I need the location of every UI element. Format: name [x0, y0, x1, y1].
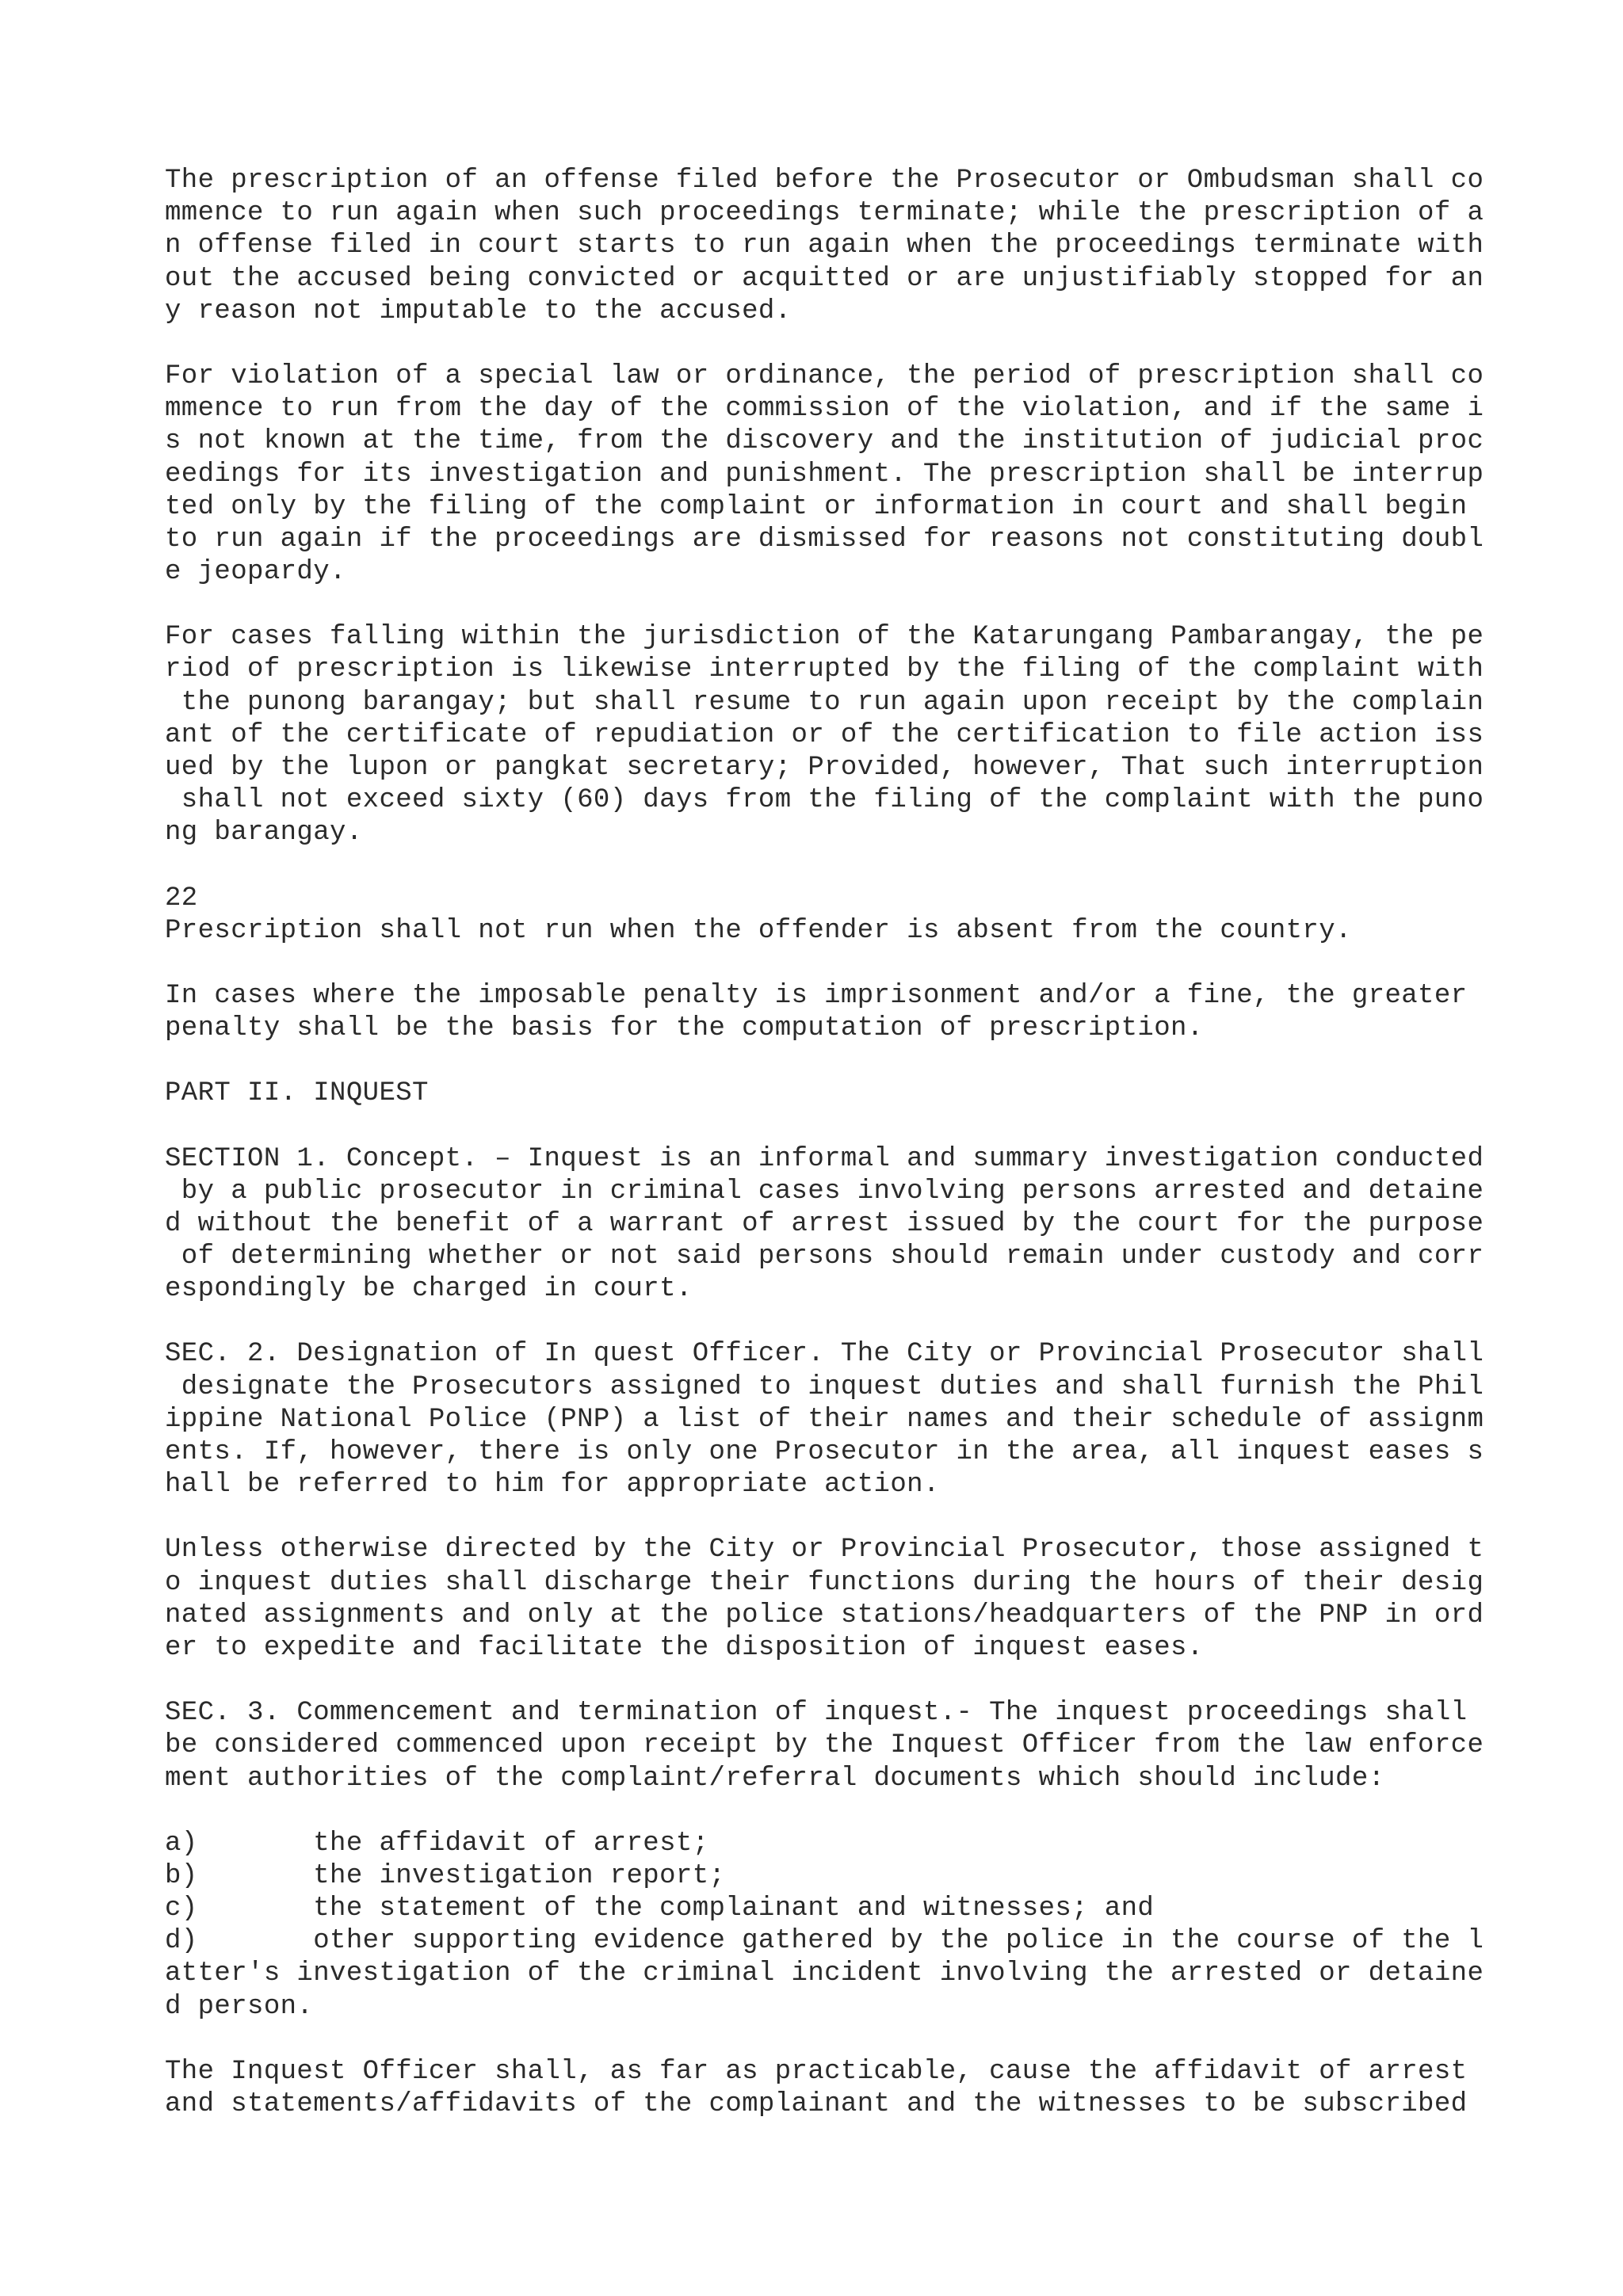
text-line: ents. If, however, there is only one Prosecutor in the area, all inquest eases s [165, 1437, 1484, 1467]
text-line: to run again if the proceedings are dismissed for reasons not constituting doubl [165, 524, 1484, 555]
text-line: The Inquest Officer shall, as far as practicable, cause the affidavit of arrest [165, 2056, 1468, 2087]
paragraph-section-1-concept [165, 1143, 1484, 1306]
list-item-continuation: atter's investigation of the criminal incident involving the arrested or detaine [165, 1958, 1484, 1989]
paragraph-prescription-ombudsman [165, 165, 1484, 328]
text-line: ant of the certificate of repudiation or of the certification to file action iss [165, 719, 1484, 750]
paragraph-imposable-penalty [165, 980, 1468, 1045]
text-line: SEC. 3. Commencement and termination of inquest.- The inquest proceedings shall [165, 1698, 1468, 1729]
text-line: ng barangay. [165, 818, 363, 849]
text-line: er to expedite and facilitate the disposition of inquest eases. [165, 1632, 1204, 1663]
text-line: d without the benefit of a warrant of arrest issued by the court for the purpose [165, 1208, 1484, 1239]
text-line: o inquest duties shall discharge their functions during the hours of their desig [165, 1567, 1484, 1598]
text-line: In cases where the imposable penalty is imprisonment and/or a fine, the greater [165, 980, 1468, 1011]
text-line: out the accused being convicted or acquitted or are unjustifiably stopped for an [165, 263, 1484, 294]
text-line: SEC. 2. Designation of In quest Officer. The City or Provincial Prosecutor shall [165, 1339, 1484, 1370]
paragraph-katarungang-pambarangay [165, 621, 1484, 849]
text-line: Unless otherwise directed by the City or Provincial Prosecutor, those assigned t [165, 1535, 1484, 1566]
paragraph-inquest-duties [165, 1534, 1484, 1665]
text-line: For cases falling within the jurisdiction of the Katarungang Pambarangay, the pe [165, 622, 1484, 653]
paragraph-special-law [165, 360, 1484, 589]
text-line: For violation of a special law or ordinance, the period of prescription shall co [165, 360, 1484, 391]
text-line: ippine National Police (PNP) a list of their names and their schedule of assignm [165, 1404, 1484, 1435]
text-line: y reason not imputable to the accused. [165, 296, 792, 326]
text-line: by a public prosecutor in criminal cases involving persons arrested and detaine [165, 1176, 1484, 1207]
text-line: penalty shall be the basis for the computation of prescription. [165, 1013, 1204, 1044]
text-line: ued by the lupon or pangkat secretary; Provided, however, That such interruption [165, 753, 1484, 783]
text-line: The prescription of an offense filed before the Prosecutor or Ombudsman shall co [165, 166, 1484, 196]
paragraph-section-2-designation [165, 1338, 1484, 1501]
text-line: espondingly be charged in court. [165, 1274, 693, 1305]
text-line: of determining whether or not said persons should remain under custody and corr [165, 1241, 1484, 1272]
text-line: e jeopardy. [165, 557, 346, 588]
text-line: s not known at the time, from the discovery and the institution of judicial proc [165, 426, 1484, 457]
text-line: mmence to run from the day of the commission of the violation, and if the same i [165, 394, 1484, 425]
text-line: ment authorities of the complaint/referral documents which should include: [165, 1763, 1385, 1794]
documents-list [165, 1828, 1484, 2023]
list-item-continuation: d person. [165, 1991, 314, 2022]
text-line: nated assignments and only at the police stations/headquarters of the PNP in ord [165, 1600, 1484, 1630]
page-number: 22 [165, 883, 198, 913]
paragraph-inquest-officer-affidavits [165, 2056, 1468, 2121]
paragraph-absent-offender [165, 883, 1465, 948]
paragraph-section-3-commencement [165, 1697, 1484, 1795]
part-heading [165, 1077, 1465, 1110]
text-line: Prescription shall not run when the offender is absent from the country. [165, 915, 1352, 946]
document-page [165, 165, 1484, 2153]
text-line: be considered commenced upon receipt by the Inquest Officer from the law enforce [165, 1730, 1484, 1761]
text-line: and statements/affidavits of the complainant and the witnesses to be subscribed [165, 2089, 1468, 2119]
list-item: c) the statement of the complainant and witnesses; and [165, 1894, 1155, 1924]
list-item: a) the affidavit of arrest; [165, 1828, 709, 1859]
text-line: mmence to run again when such proceedings terminate; while the prescription of a [165, 198, 1484, 229]
text-line: riod of prescription is likewise interrupted by the filing of the complaint with [165, 654, 1484, 685]
list-item: d) other supporting evidence gathered by the police in the course of the l [165, 1926, 1484, 1957]
text-line: n offense filed in court starts to run again when the proceedings terminate with [165, 231, 1484, 261]
section-heading: PART II. INQUEST [165, 1078, 429, 1109]
text-line: the punong barangay; but shall resume to run again upon receipt by the complain [165, 687, 1484, 718]
text-line: eedings for its investigation and punishment. The prescription shall be interrup [165, 459, 1484, 490]
list-item: b) the investigation report; [165, 1860, 726, 1891]
text-line: hall be referred to him for appropriate action. [165, 1470, 940, 1501]
text-line: SECTION 1. Concept. – Inquest is an informal and summary investigation conducted [165, 1143, 1484, 1174]
text-line: shall not exceed sixty (60) days from the filing of the complaint with the puno [165, 785, 1484, 816]
text-line: ted only by the filing of the complaint or information in court and shall begin [165, 491, 1484, 522]
text-line: designate the Prosecutors assigned to inquest duties and shall furnish the Phil [165, 1371, 1484, 1402]
